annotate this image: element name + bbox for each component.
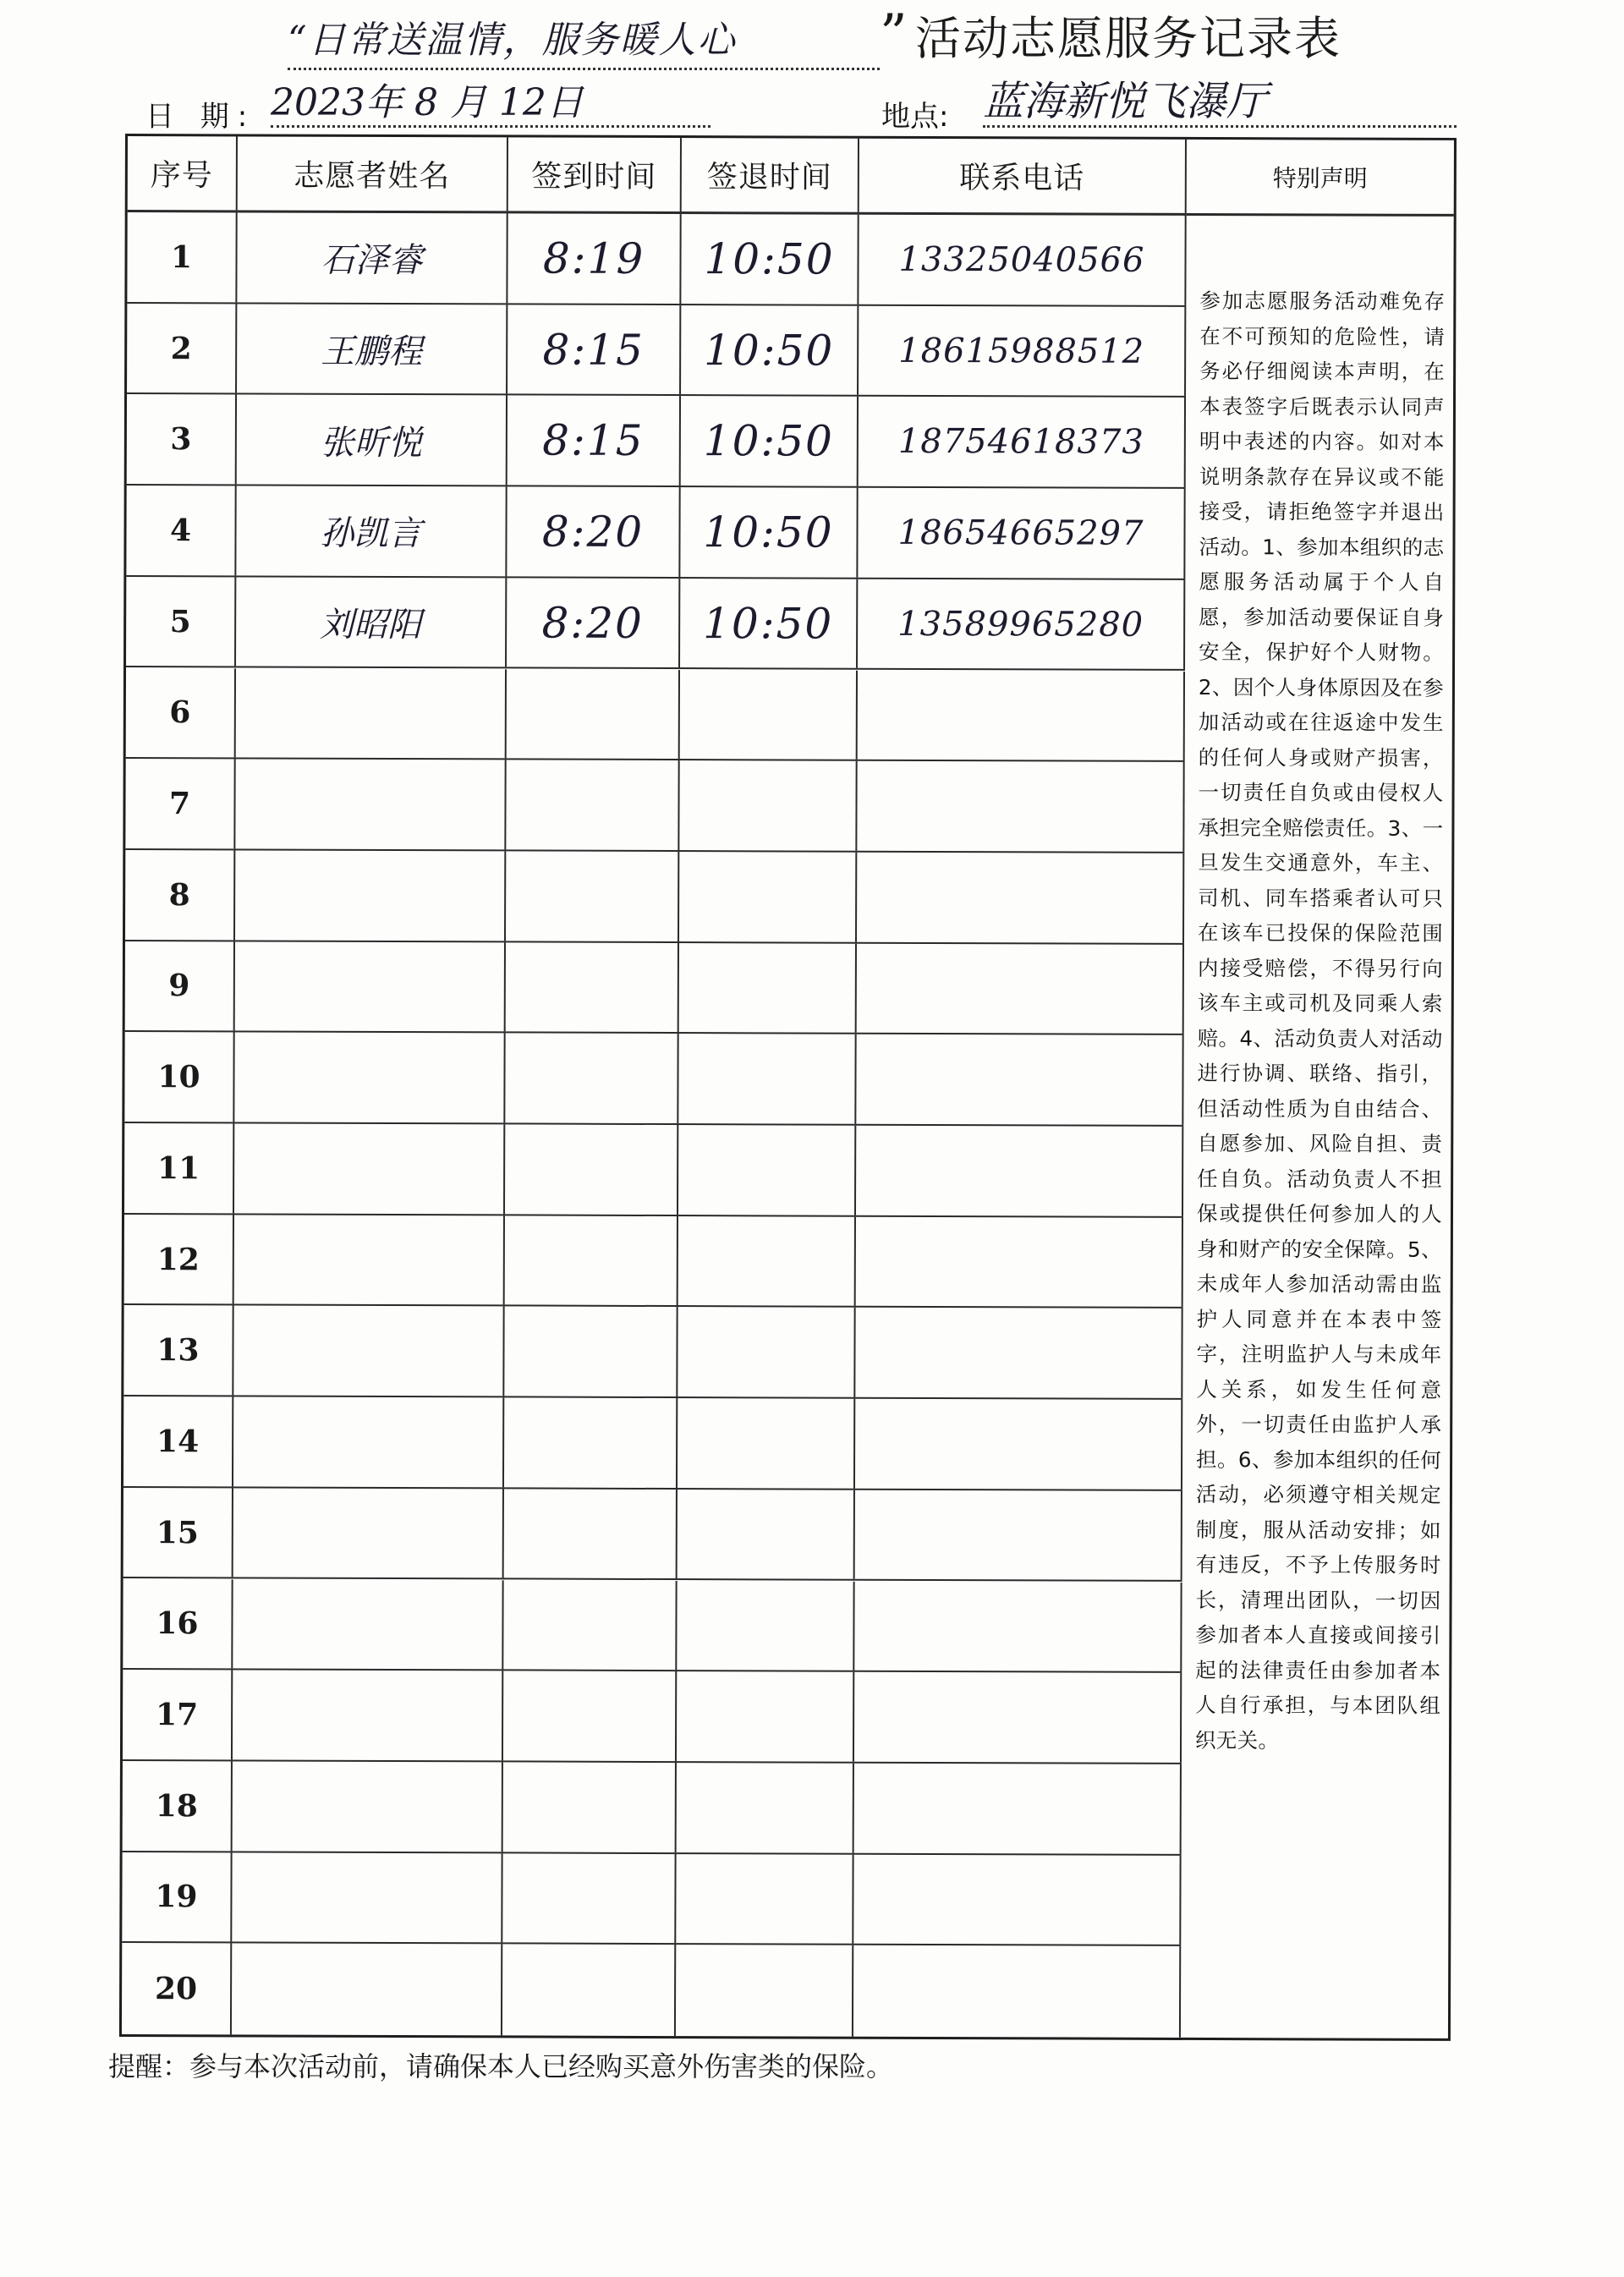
- row-number-cell: 9: [125, 941, 235, 1031]
- phone-number: 13325040566: [898, 239, 1145, 280]
- header-phone: 联系电话: [859, 139, 1187, 213]
- volunteer-table: [119, 134, 1457, 2041]
- table-row: [125, 941, 1184, 1036]
- sign-in-time-cell: [504, 1307, 678, 1396]
- phone-number-cell: [856, 1126, 1183, 1216]
- row-number-cell: 4: [126, 486, 236, 575]
- sign-out-time-cell: [679, 852, 857, 941]
- row-number-cell: 7: [125, 759, 235, 848]
- table-row: [127, 304, 1186, 398]
- table-row: [122, 1852, 1181, 1947]
- phone-number-cell: [854, 1764, 1182, 1854]
- sign-out-time-cell: [679, 760, 857, 850]
- volunteer-name-cell: [235, 941, 506, 1032]
- sign-in-time: 8:19: [542, 233, 645, 283]
- sign-out-time-cell: [678, 1398, 855, 1488]
- sign-in-time: 8:20: [541, 507, 645, 557]
- sign-out-time-cell: [676, 1945, 853, 2036]
- row-number-cell: 6: [126, 668, 236, 758]
- row-number-cell: 19: [122, 1852, 232, 1942]
- volunteer-name-cell: [232, 1852, 502, 1943]
- volunteer-name: 张昕悦: [320, 423, 422, 463]
- sign-in-time-cell: [507, 487, 680, 577]
- sign-in-time-cell: [507, 578, 680, 667]
- header-name: 志愿者姓名: [238, 136, 508, 211]
- header-no: 序号: [128, 136, 238, 210]
- sign-out-time: 10:50: [703, 598, 834, 649]
- volunteer-name: 刘昭阳: [320, 605, 422, 645]
- sign-in-time-cell: [506, 942, 679, 1032]
- header-notice: 特别声明: [1187, 140, 1454, 217]
- volunteer-name-cell: [233, 1671, 503, 1761]
- row-number-cell: 18: [123, 1761, 233, 1851]
- volunteer-name-cell: [234, 1215, 505, 1305]
- table-row: [127, 394, 1186, 489]
- volunteer-name: 王鹏程: [321, 332, 423, 372]
- volunteer-name-cell: [233, 1306, 504, 1396]
- volunteer-name-cell: [236, 577, 507, 667]
- volunteer-name-cell: [233, 1488, 504, 1578]
- phone-number-cell: [857, 943, 1184, 1034]
- title-text: 活动志愿服务记录表: [915, 12, 1341, 65]
- sign-out-time-cell: [678, 1034, 856, 1123]
- phone-number-cell: [853, 1945, 1181, 2038]
- row-number-cell: 14: [123, 1396, 233, 1486]
- sign-out-time-cell: [680, 487, 858, 577]
- header-sign-out: 签退时间: [682, 138, 859, 212]
- phone-number-cell: [859, 215, 1186, 305]
- row-number-cell: 20: [122, 1943, 232, 2034]
- phone-number-cell: [854, 1581, 1182, 1671]
- table-row: [126, 486, 1185, 580]
- row-number-cell: 11: [124, 1123, 234, 1213]
- phone-number-cell: [855, 1490, 1182, 1581]
- sign-out-time-cell: [679, 943, 857, 1033]
- special-notice-text: 参加志愿服务活动难免存在不可预知的危险性，请务必仔细阅读本声明，在本表签字后既表示认同声明中表述的内容。如对本说明条款存在异议或不能接受，请拒绝签字并退出活动。1、参加本组织的志愿服务活动属于个人自愿，参加活动要保证自身安全，保护好个人财物。2、因个人身体原因及在参加活动或在往返途中发生的任何人身或财产损害，一切责任自负或由侵权人承担完全赔偿责任。3、一旦发生交通意外，车主、司机、同车搭乘者认可只在该车已投保的保险范围内接受赔偿，不得另行向该车主或司机及同乘人索赔。4、活动负责人对活动进行协调、联络、指引，但活动性质为自由结合、自愿参加、风险自担、责任自负。活动负责人不担保或提供任何参加人的人身和财产的安全保障。5、未成年人参加活动需由监护人同意并在本表中签字，注明监护人与未成年人关系，如发生任何意外，一切责任由监护人承担。6、参加本组织的任何活动，必须遵守相关规定制度，服从活动安排；如有违反，不予上传服务时长，清理出团队，一切因参加者本人直接或间接引起的法律责任由参加者本人自行承担，与本团队组织无关。: [1194, 288, 1446, 1753]
- sign-in-time-cell: [503, 1762, 677, 1852]
- sign-out-time-cell: [678, 1307, 855, 1396]
- phone-number-cell: [856, 1216, 1183, 1307]
- volunteer-name-cell: [233, 1397, 504, 1488]
- phone-number: 13589965280: [897, 604, 1144, 645]
- phone-number: 18654665297: [897, 513, 1144, 553]
- sign-out-time-cell: [678, 1125, 856, 1215]
- sign-out-time: 10:50: [704, 325, 835, 376]
- sign-in-time-cell: [504, 1489, 678, 1578]
- phone-number: 18615988512: [898, 331, 1145, 371]
- sign-in-time-cell: [505, 1034, 678, 1123]
- sign-in-time-cell: [508, 396, 681, 486]
- row-number-cell: 17: [123, 1670, 233, 1759]
- sign-in-time-cell: [508, 213, 681, 303]
- volunteer-name-cell: [234, 1033, 505, 1123]
- date-field: 2023年 8 月 12日: [271, 81, 710, 128]
- phone-number-cell: [855, 1399, 1182, 1490]
- table-row: [126, 577, 1185, 672]
- sign-out-time: 10:50: [703, 508, 834, 557]
- table-row: [123, 1670, 1182, 1764]
- phone-number-cell: [856, 1034, 1183, 1125]
- row-number-cell: 16: [123, 1579, 233, 1669]
- row-number-cell: 3: [127, 394, 237, 484]
- table-row: [125, 850, 1184, 945]
- table-header-row: [128, 136, 1187, 216]
- phone-number-cell: [858, 579, 1185, 670]
- phone-number: 18754618373: [897, 422, 1144, 463]
- table-row: [123, 1761, 1182, 1856]
- volunteer-name-cell: [235, 760, 506, 850]
- special-notice-column: [1181, 140, 1454, 2038]
- meta-row: [145, 78, 1448, 134]
- sign-in-time: 8:15: [542, 415, 645, 466]
- sign-in-time: 8:20: [541, 598, 644, 648]
- table-row: [125, 759, 1184, 853]
- table-row: [123, 1305, 1182, 1400]
- row-number-cell: 15: [123, 1488, 233, 1577]
- row-number-cell: 13: [123, 1305, 233, 1395]
- phone-number-cell: [857, 761, 1184, 852]
- sign-in-time: 8:15: [542, 325, 645, 375]
- sign-out-time-cell: [677, 1671, 854, 1761]
- volunteer-name: 石泽睿: [321, 241, 423, 281]
- table-row: [123, 1579, 1182, 1674]
- volunteer-name-cell: [233, 1579, 503, 1670]
- table-row: [124, 1123, 1183, 1218]
- row-number-cell: 10: [124, 1032, 234, 1122]
- volunteer-name-cell: [237, 212, 508, 303]
- sign-in-time-cell: [505, 1215, 678, 1305]
- phone-number-cell: [853, 1854, 1181, 1945]
- phone-number-cell: [859, 397, 1186, 487]
- phone-number-cell: [857, 853, 1184, 943]
- sign-in-time-cell: [505, 1124, 678, 1214]
- sign-in-time-cell: [506, 760, 679, 850]
- table-row: [122, 1943, 1181, 2038]
- table-row: [123, 1396, 1182, 1491]
- volunteer-name-cell: [234, 1123, 505, 1214]
- row-number-cell: 2: [127, 304, 237, 393]
- title-quote-close: ”: [880, 3, 908, 66]
- insurance-reminder: 提醒：参与本次活动前，请确保本人已经购买意外伤害类的保险。: [108, 2050, 894, 2082]
- volunteer-name-cell: [232, 1944, 502, 2036]
- phone-number-cell: [854, 1672, 1182, 1763]
- location-field: 蓝海新悦飞瀑厅: [983, 78, 1457, 128]
- sign-out-time-cell: [681, 396, 859, 486]
- phone-number-cell: [855, 1308, 1182, 1398]
- volunteer-grid: [122, 136, 1187, 2038]
- table-row: [124, 1215, 1183, 1309]
- table-row: [127, 212, 1186, 307]
- form-title: [254, 3, 1404, 76]
- phone-number-cell: [858, 488, 1185, 579]
- phone-number-cell: [859, 305, 1186, 396]
- sign-in-time-cell: [507, 669, 680, 759]
- sign-in-time-cell: [508, 305, 681, 394]
- volunteer-name-cell: [236, 668, 507, 759]
- sign-in-time-cell: [502, 1853, 676, 1943]
- row-number-cell: 8: [125, 850, 235, 940]
- sign-out-time-cell: [678, 1490, 855, 1579]
- sign-out-time-cell: [676, 1854, 853, 1944]
- sign-out-time-cell: [678, 1216, 856, 1306]
- row-number-cell: 1: [127, 212, 237, 302]
- volunteer-name-cell: [237, 395, 508, 486]
- row-number-cell: 5: [126, 577, 236, 667]
- sign-out-time-cell: [681, 305, 859, 395]
- sign-out-time-cell: [681, 214, 859, 304]
- title-theme-handwritten: “日常送温情，服务暖人心: [288, 14, 880, 70]
- volunteer-name-cell: [237, 304, 508, 394]
- phone-number-cell: [858, 670, 1185, 760]
- sign-in-time-cell: [503, 1671, 677, 1761]
- volunteer-name: 孙凯言: [320, 514, 422, 554]
- sign-out-time-cell: [680, 579, 858, 668]
- sign-out-time: 10:50: [703, 416, 834, 466]
- sign-out-time: 10:50: [704, 233, 835, 284]
- sign-in-time-cell: [503, 1580, 677, 1670]
- sign-in-time-cell: [506, 851, 679, 941]
- sign-out-time-cell: [677, 1581, 854, 1671]
- volunteer-name-cell: [233, 1761, 503, 1852]
- header-sign-in: 签到时间: [508, 137, 682, 211]
- volunteer-name-cell: [235, 850, 506, 941]
- table-row: [126, 668, 1185, 763]
- date-label: 日 期:: [145, 100, 256, 134]
- sign-in-time-cell: [502, 1945, 676, 2036]
- sign-out-time-cell: [680, 670, 858, 760]
- location-label: 地点:: [881, 100, 949, 134]
- sign-in-time-cell: [504, 1398, 678, 1488]
- sign-out-time-cell: [677, 1763, 854, 1852]
- row-number-cell: 12: [124, 1215, 234, 1304]
- table-row: [124, 1032, 1183, 1127]
- volunteer-name-cell: [236, 486, 507, 577]
- table-row: [123, 1488, 1182, 1583]
